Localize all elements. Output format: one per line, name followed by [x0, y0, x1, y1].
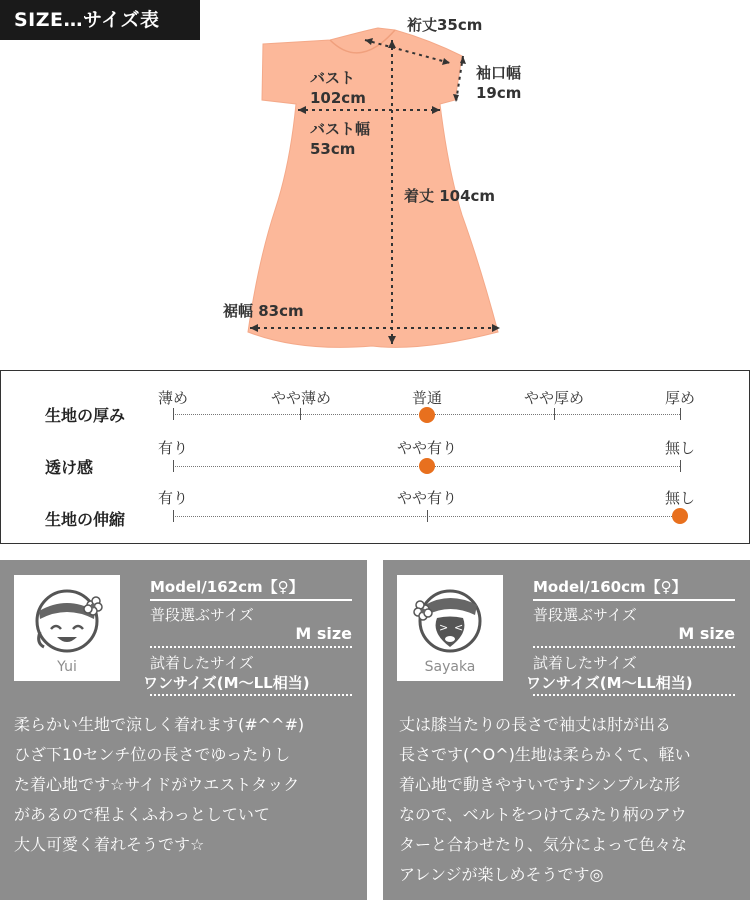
sleeve-length-label: 裄丈35cm: [407, 16, 483, 34]
stretch-row-label: 生地の伸縮: [45, 510, 126, 529]
usual-size-value-sayaka: M size: [678, 624, 735, 643]
bust-value: 102cm: [310, 89, 366, 107]
length-label: 着丈 104cm: [404, 187, 496, 205]
hem-width-label: 裾幅 83cm: [223, 302, 304, 320]
scale-tick: [173, 510, 174, 522]
comment-sayaka: [399, 710, 691, 890]
thickness-option: 普通: [411, 389, 443, 407]
thickness-option: やや薄め: [270, 389, 332, 407]
comment-line: 柔らかい生地で涼しく着れます(#^^#): [14, 715, 305, 734]
comment-line: 大人可愛く着れそうです☆: [14, 835, 205, 854]
scale-tick: [427, 510, 428, 522]
stretch-option: 有り: [157, 489, 189, 507]
divider: [533, 599, 735, 601]
thickness-row-label: 生地の厚み: [45, 406, 126, 425]
divider: [533, 646, 735, 648]
thickness-option: 厚め: [664, 389, 696, 407]
scale-tick: [554, 408, 555, 420]
comment-line: があるので程よくふわっとしていて: [14, 805, 270, 824]
model-avatar-sayaka: [397, 575, 503, 681]
model-name-yui: Yui: [57, 659, 77, 675]
thickness-option: 薄め: [157, 389, 189, 407]
comment-yui: [14, 710, 304, 860]
divider: [150, 599, 352, 601]
comment-line: 着心地で動きやすいです♪シンプルな形: [399, 775, 681, 794]
fabric-properties-table: [0, 370, 750, 544]
cuff-width-value: 19cm: [476, 84, 522, 102]
svg-text:<: <: [454, 621, 464, 634]
divider: [533, 694, 735, 696]
size-header: SIZE…サイズ表: [0, 0, 200, 40]
transparency-option: 無し: [664, 439, 696, 457]
transparency-selected-dot: [419, 458, 435, 474]
tried-size-label-yui: 試着したサイズ: [150, 654, 254, 672]
tried-size-value-sayaka: ワンサイズ(M〜LL相当): [526, 674, 693, 692]
transparency-option: 有り: [157, 439, 189, 457]
stretch-option: 無し: [664, 489, 696, 507]
dress-diagram: [0, 0, 750, 365]
tried-size-value-yui: ワンサイズ(M〜LL相当): [143, 674, 310, 692]
divider: [150, 694, 352, 696]
stretch-option: やや有り: [396, 489, 458, 507]
model-card-yui: [0, 560, 367, 900]
model-card-sayaka: [383, 560, 750, 900]
comment-line: アレンジが楽しめそうです◎: [399, 865, 604, 884]
comment-line: なので、ベルトをつけてみたり柄のアウ: [399, 805, 687, 824]
comment-line: ひざ下10センチ位の長さでゆったりし: [14, 745, 291, 764]
transparency-row-label: 透け感: [45, 458, 94, 477]
usual-size-label-yui: 普段選ぶサイズ: [150, 606, 254, 624]
bust-label: バスト: [310, 69, 356, 87]
model-height-sayaka: Model/160cm【♀】: [533, 578, 687, 596]
scale-tick: [680, 408, 681, 420]
model-avatar-yui: [14, 575, 120, 681]
stretch-selected-dot: [672, 508, 688, 524]
scale-tick: [173, 460, 174, 472]
thickness-selected-dot: [419, 407, 435, 423]
scale-tick: [680, 460, 681, 472]
scale-tick: [300, 408, 301, 420]
comment-line: ターと合わせたり、気分によって色々な: [399, 835, 688, 854]
comment-line: 丈は膝当たりの長さで袖丈は肘が出る: [399, 715, 672, 734]
transparency-option: やや有り: [396, 439, 458, 457]
usual-size-label-sayaka: 普段選ぶサイズ: [533, 606, 637, 624]
scale-tick: [173, 408, 174, 420]
model-name-sayaka: Sayaka: [424, 659, 476, 675]
thickness-option: やや厚め: [523, 389, 585, 407]
svg-text:>: >: [439, 621, 449, 634]
model-height-yui: Model/162cm【♀】: [150, 578, 304, 596]
comment-line: 長さです(^O^)生地は柔らかくて、軽い: [399, 745, 691, 764]
bust-width-value: 53cm: [310, 140, 356, 158]
cuff-width-label: 袖口幅: [476, 64, 522, 82]
divider: [150, 646, 352, 648]
tried-size-label-sayaka: 試着したサイズ: [533, 654, 637, 672]
comment-line: た着心地です☆サイドがウエストタック: [14, 775, 300, 794]
bust-width-label: バスト幅: [310, 120, 371, 138]
usual-size-value-yui: M size: [295, 624, 352, 643]
